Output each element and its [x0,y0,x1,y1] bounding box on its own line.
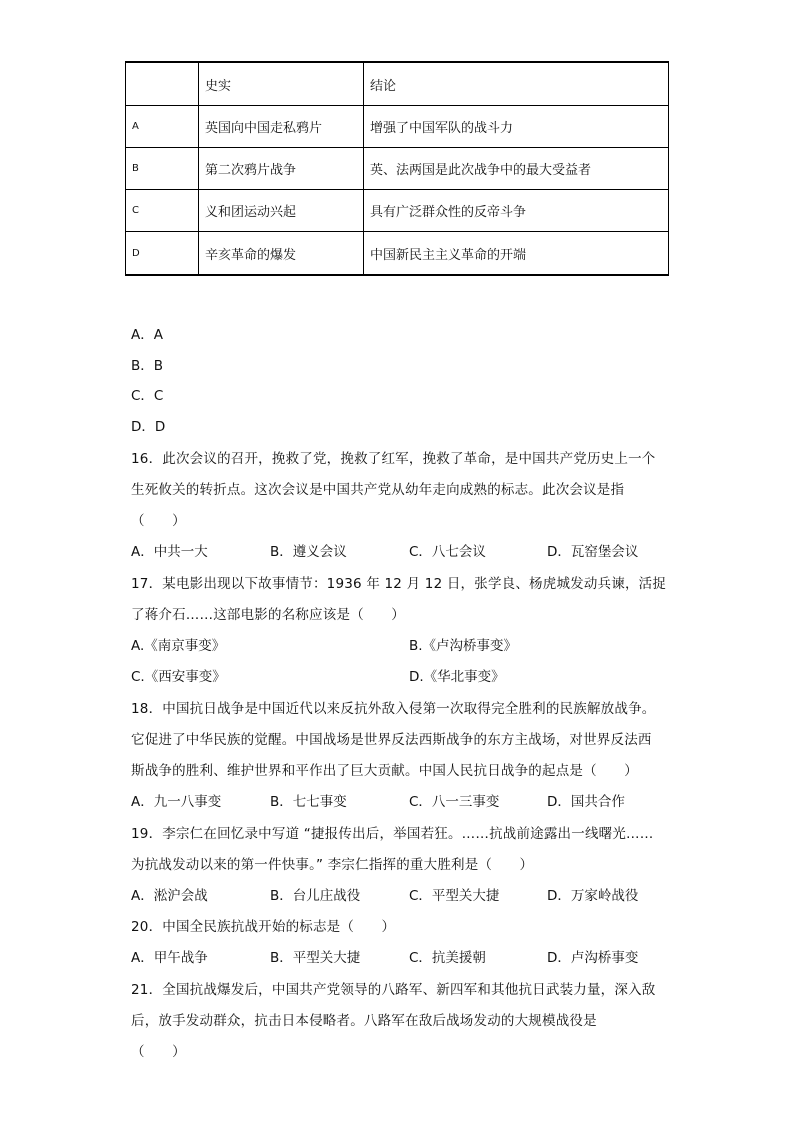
q18-stem-line: 它促进了中华民族的觉醒。中国战场是世界反法西斯战争的东方主战场，对世界反法西 [131,732,652,748]
q19-stem-line: 19．李宗仁在回忆录中写道 “捷报传出后，举国若狂。……抗战前途露出一线曙光…… [131,826,654,842]
q19-stem-line: 为抗战发动以来的第一件快事。” 李宗仁指挥的重大胜利是（ ） [131,857,534,873]
table-header-cell: 结论 [364,62,669,106]
table-header-cell [126,62,199,106]
q16-option-c[interactable]: C．八七会议 [409,544,486,560]
table-cell: D [126,232,199,276]
table-row [126,190,669,232]
q19-option-d[interactable]: D．万家岭战役 [547,888,639,904]
table-cell: 增强了中国军队的战斗力 [364,106,669,148]
table-cell: 第二次鸦片战争 [199,148,364,190]
q21-stem-line: 后，放手发动群众，抗击日本侵略者。八路军在敌后战场发动的大规模战役是 [131,1013,597,1029]
q18-option-d[interactable]: D．国共合作 [547,794,625,810]
q17-option-a[interactable]: A.《南京事变》 [131,638,226,654]
q16-answer-blank: （ ） [131,513,186,529]
q20-option-c[interactable]: C．抗美援朝 [409,950,486,966]
table-header-cell: 史实 [199,62,364,106]
q20-option-b[interactable]: B．平型关大捷 [270,950,361,966]
q17-option-d[interactable]: D.《华北事变》 [409,669,505,685]
table-cell: 英国向中国走私鸦片 [199,106,364,148]
q17-stem-line: 17．某电影出现以下故事情节：1936 年 12 月 12 日，张学良、杨虎城发动兵谏，活捉 [131,576,667,592]
q21-stem-line: 21．全国抗战爆发后，中国共产党领导的八路军、新四军和其他抗日武装力量，深入敌 [131,982,656,998]
q18-stem-line: 18．中国抗日战争是中国近代以来反抗外敌入侵第一次取得完全胜利的民族解放战争。 [131,701,656,717]
table-cell: 辛亥革命的爆发 [199,232,364,276]
q18-option-b[interactable]: B．七七事变 [270,794,347,810]
table-cell: 具有广泛群众性的反帝斗争 [364,190,669,232]
q17-option-c[interactable]: C.《西安事变》 [131,669,226,685]
q16-option-d[interactable]: D．瓦窑堡会议 [547,544,639,560]
q17-option-b[interactable]: B.《卢沟桥事变》 [409,638,518,654]
q20-option-a[interactable]: A．甲午战争 [131,950,208,966]
q16-stem-line: 生死攸关的转折点。这次会议是中国共产党从幼年走向成熟的标志。此次会议是指 [131,482,625,498]
table-cell: 英、法两国是此次战争中的最大受益者 [364,148,669,190]
q15-option-a[interactable]: A．A [131,327,163,343]
q21-answer-blank: （ ） [131,1044,186,1060]
q15-option-b[interactable]: B．B [131,358,164,374]
table-cell: C [126,190,199,232]
q19-option-b[interactable]: B．台儿庄战役 [270,888,361,904]
q16-option-a[interactable]: A．中共一大 [131,544,208,560]
table-row [126,148,669,190]
q17-stem-line: 了蒋介石……这部电影的名称应该是（ ） [131,607,405,623]
table-header-row [126,62,669,106]
history-conclusion-table [125,61,669,276]
table-row [126,106,669,148]
q15-option-d[interactable]: D．D [131,419,166,435]
q18-stem-line: 斯战争的胜利、维护世界和平作出了巨大贡献。中国人民抗日战争的起点是（ ） [131,763,638,779]
table-row [126,232,669,276]
q16-option-b[interactable]: B．遵义会议 [270,544,347,560]
q19-option-a[interactable]: A．淞沪会战 [131,888,208,904]
q19-option-c[interactable]: C．平型关大捷 [409,888,500,904]
table-cell: B [126,148,199,190]
table-cell: A [126,106,199,148]
q15-option-c[interactable]: C．C [131,388,164,404]
q16-stem-line: 16．此次会议的召开，挽救了党，挽救了红军，挽救了革命，是中国共产党历史上一个 [131,451,656,467]
q18-option-c[interactable]: C．八一三事变 [409,794,500,810]
table-cell: 义和团运动兴起 [199,190,364,232]
q20-stem-line: 20．中国全民族抗战开始的标志是（ ） [131,919,396,935]
q20-option-d[interactable]: D．卢沟桥事变 [547,950,639,966]
q18-option-a[interactable]: A．九一八事变 [131,794,222,810]
table-cell: 中国新民主主义革命的开端 [364,232,669,276]
